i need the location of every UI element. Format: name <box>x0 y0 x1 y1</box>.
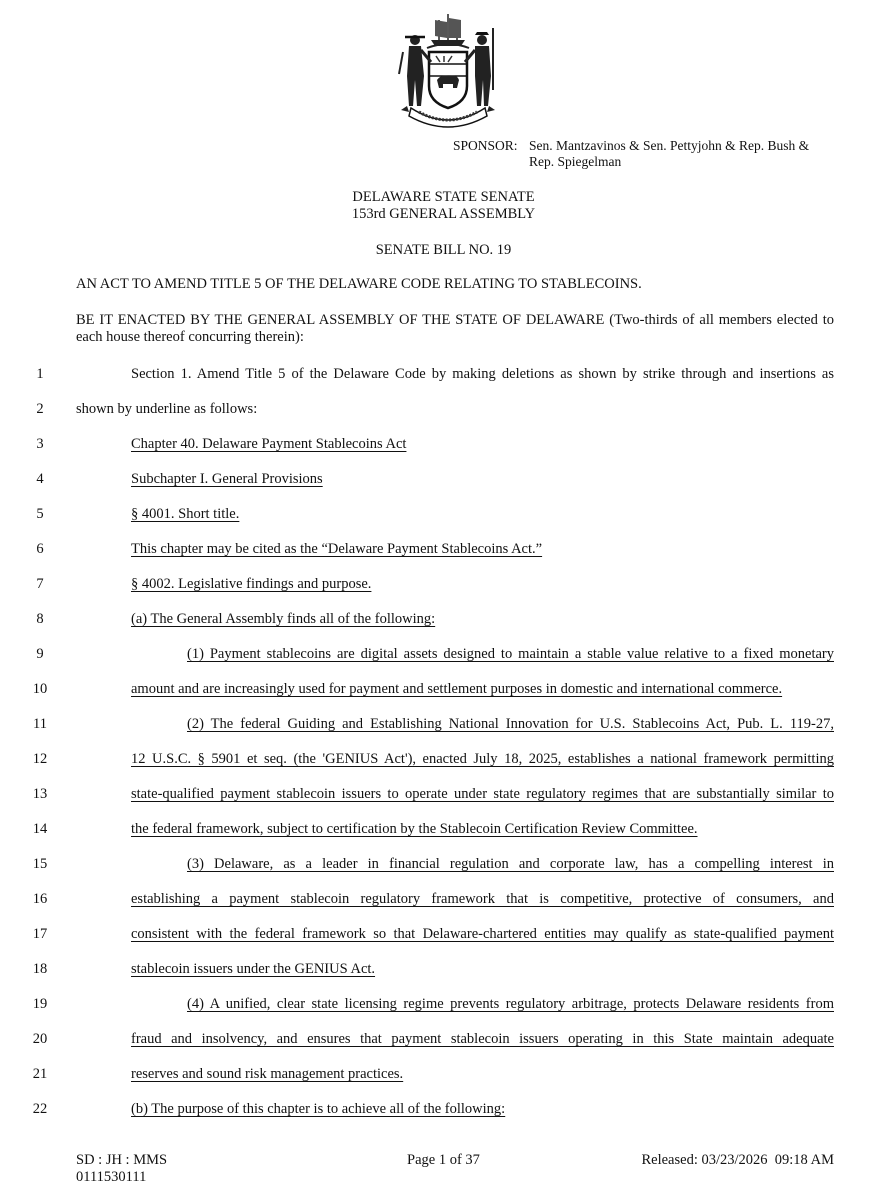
line-number: 19 <box>32 996 48 1012</box>
bill-line <box>0 1099 887 1119</box>
line-number: 1 <box>36 366 44 382</box>
assembly-title: 153rd GENERAL ASSEMBLY <box>351 206 536 222</box>
line-number: 9 <box>36 646 44 662</box>
bill-line <box>0 714 887 734</box>
bill-line <box>0 854 887 874</box>
bill-line <box>0 574 887 594</box>
bill-line <box>0 679 887 699</box>
line-text: amount and are increasingly used for payment and settlement purposes in domestic and international commerce. <box>131 681 783 697</box>
bill-line <box>0 924 887 944</box>
line-number: 18 <box>32 961 48 977</box>
bill-line <box>0 434 887 454</box>
line-number: 20 <box>32 1031 48 1047</box>
line-text: § 4002. Legislative findings and purpose. <box>131 576 372 592</box>
line-number: 22 <box>32 1101 48 1117</box>
line-number: 4 <box>36 471 44 487</box>
line-text: Chapter 40. Delaware Payment Stablecoins Act <box>131 436 407 452</box>
bill-line <box>0 1029 887 1049</box>
line-number: 6 <box>36 541 44 557</box>
bill-line <box>0 364 887 384</box>
line-text: This chapter may be cited as the “Delaware Payment Stablecoins Act.” <box>131 541 543 557</box>
line-text: (b) The purpose of this chapter is to achieve all of the following: <box>131 1101 506 1117</box>
sponsor-label: SPONSOR: <box>453 138 518 153</box>
line-text: Subchapter I. General Provisions <box>131 471 323 487</box>
line-number: 8 <box>36 611 44 627</box>
bill-line <box>0 994 887 1014</box>
line-number: 12 <box>32 751 48 767</box>
line-text: (1) Payment stablecoins are digital assets designed to maintain a stable value relative to a fixed monetary <box>187 646 834 662</box>
page-indicator: Page 1 of 37 <box>407 1152 480 1168</box>
line-number: 13 <box>32 786 48 802</box>
sponsor-line-1: Sen. Mantzavinos & Sen. Pettyjohn & Rep. Bush & <box>529 138 810 153</box>
line-text: state-qualified payment stablecoin issuers to operate under state regulatory regimes that are substantially similar to <box>131 786 834 802</box>
line-text: (a) The General Assembly finds all of the following: <box>131 611 436 627</box>
line-number: 11 <box>33 716 47 732</box>
bill-line <box>0 504 887 524</box>
line-text: the federal framework, subject to certification by the Stablecoin Certification Review Committee. <box>131 821 698 837</box>
sponsor-names <box>529 138 829 170</box>
line-text: consistent with the federal framework so that Delaware-chartered entities may qualify as state-qualified payment <box>131 926 834 942</box>
bill-line <box>0 889 887 909</box>
bill-line <box>0 784 887 804</box>
bill-line <box>0 644 887 664</box>
line-text: stablecoin issuers under the GENIUS Act. <box>131 961 376 977</box>
delaware-state-seal-icon <box>391 10 505 128</box>
line-number: 21 <box>32 1066 48 1082</box>
chamber-title: DELAWARE STATE SENATE <box>352 189 535 205</box>
line-text: reserves and sound risk management practices. <box>131 1066 404 1082</box>
bill-line <box>0 469 887 489</box>
line-number: 2 <box>36 401 44 417</box>
line-number: 5 <box>36 506 44 522</box>
bill-number: SENATE BILL NO. 19 <box>375 242 512 258</box>
line-text: shown by underline as follows: <box>76 401 258 417</box>
line-number: 14 <box>32 821 48 837</box>
bill-line <box>0 959 887 979</box>
bill-line <box>0 539 887 559</box>
act-title: AN ACT TO AMEND TITLE 5 OF THE DELAWARE CODE RELATING TO STABLECOINS. <box>76 276 642 292</box>
line-text: establishing a payment stablecoin regulatory framework that is competitive, protective of consumers, and <box>131 891 834 907</box>
footer-codes-line-2: 0111530111 <box>76 1169 147 1185</box>
line-text: (2) The federal Guiding and Establishing National Innovation for U.S. Stablecoins Act, Pub. L. 119-27, <box>187 716 834 732</box>
bill-line <box>0 399 887 419</box>
release-timestamp: Released: 03/23/2026 09:18 AM <box>641 1152 834 1168</box>
line-number: 15 <box>32 856 48 872</box>
bill-line <box>0 609 887 629</box>
bill-line <box>0 749 887 769</box>
line-number: 7 <box>36 576 44 592</box>
line-number: 16 <box>32 891 48 907</box>
line-text: § 4001. Short title. <box>131 506 240 522</box>
line-text: (4) A unified, clear state licensing regime prevents regulatory arbitrage, protects Delaware residents from <box>187 996 834 1012</box>
bill-line <box>0 819 887 839</box>
footer-codes-line-1: SD : JH : MMS <box>76 1152 168 1168</box>
line-text: Section 1. Amend Title 5 of the Delaware Code by making deletions as shown by strike through and insertions as <box>131 366 834 382</box>
line-text: 12 U.S.C. § 5901 et seq. (the 'GENIUS Act'), enacted July 18, 2025, establishes a national framework permitting <box>131 751 834 767</box>
line-text: (3) Delaware, as a leader in financial regulation and corporate law, has a compelling interest in <box>187 856 834 872</box>
line-number: 17 <box>32 926 48 942</box>
line-text: fraud and insolvency, and ensures that payment stablecoin issuers operating in this State maintain adequate <box>131 1031 834 1047</box>
line-number: 3 <box>36 436 44 452</box>
sponsor-line-2: Rep. Spiegelman <box>529 154 622 169</box>
bill-line <box>0 1064 887 1084</box>
enacting-clause: BE IT ENACTED BY THE GENERAL ASSEMBLY OF THE STATE OF DELAWARE (Two-thirds of all members elected to each house thereof concurring therein): <box>76 312 834 345</box>
line-number: 10 <box>32 681 48 697</box>
